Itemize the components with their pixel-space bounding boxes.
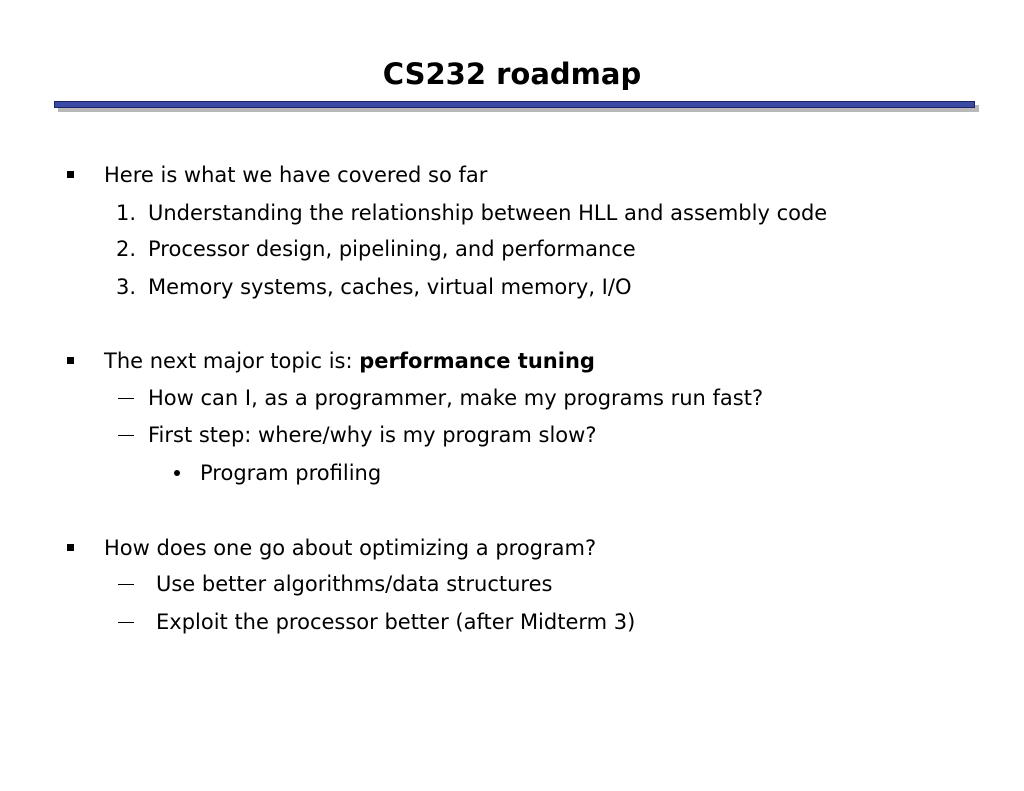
bullet-text [104, 348, 595, 374]
bullet-text: How does one go about optimizing a program? [104, 536, 597, 560]
square-bullet-icon [67, 544, 74, 551]
list-item: Exploit the processor better (after Midterm 3) [156, 610, 636, 634]
list-item: Processor design, pipelining, and performance [148, 237, 636, 261]
list-number: 1. [116, 201, 137, 225]
list-item: Use better algorithms/data structures [156, 572, 553, 596]
sub-list-item: Program profiling [200, 461, 382, 485]
title-divider [54, 101, 975, 108]
list-number: 3. [116, 275, 137, 299]
list-item: How can I, as a programmer, make my programs run fast? [148, 386, 764, 410]
slide-title: CS232 roadmap [382, 57, 642, 91]
dash-bullet-icon [118, 398, 134, 399]
bullet-text: Here is what we have covered so far [104, 163, 488, 187]
list-item: Understanding the relationship between HLL and assembly code [148, 201, 828, 225]
bullet-text-lead: The next major topic is: [104, 349, 360, 373]
list-number: 2. [116, 237, 137, 261]
dot-bullet-icon [174, 470, 180, 476]
list-item: Memory systems, caches, virtual memory, I/O [148, 275, 632, 299]
square-bullet-icon [67, 357, 74, 364]
dash-bullet-icon [118, 584, 134, 585]
dash-bullet-icon [118, 622, 134, 623]
dash-bullet-icon [118, 435, 134, 436]
square-bullet-icon [67, 171, 74, 178]
bullet-text-emphasis: performance tuning [359, 349, 595, 373]
list-item: First step: where/why is my program slow? [148, 423, 597, 447]
